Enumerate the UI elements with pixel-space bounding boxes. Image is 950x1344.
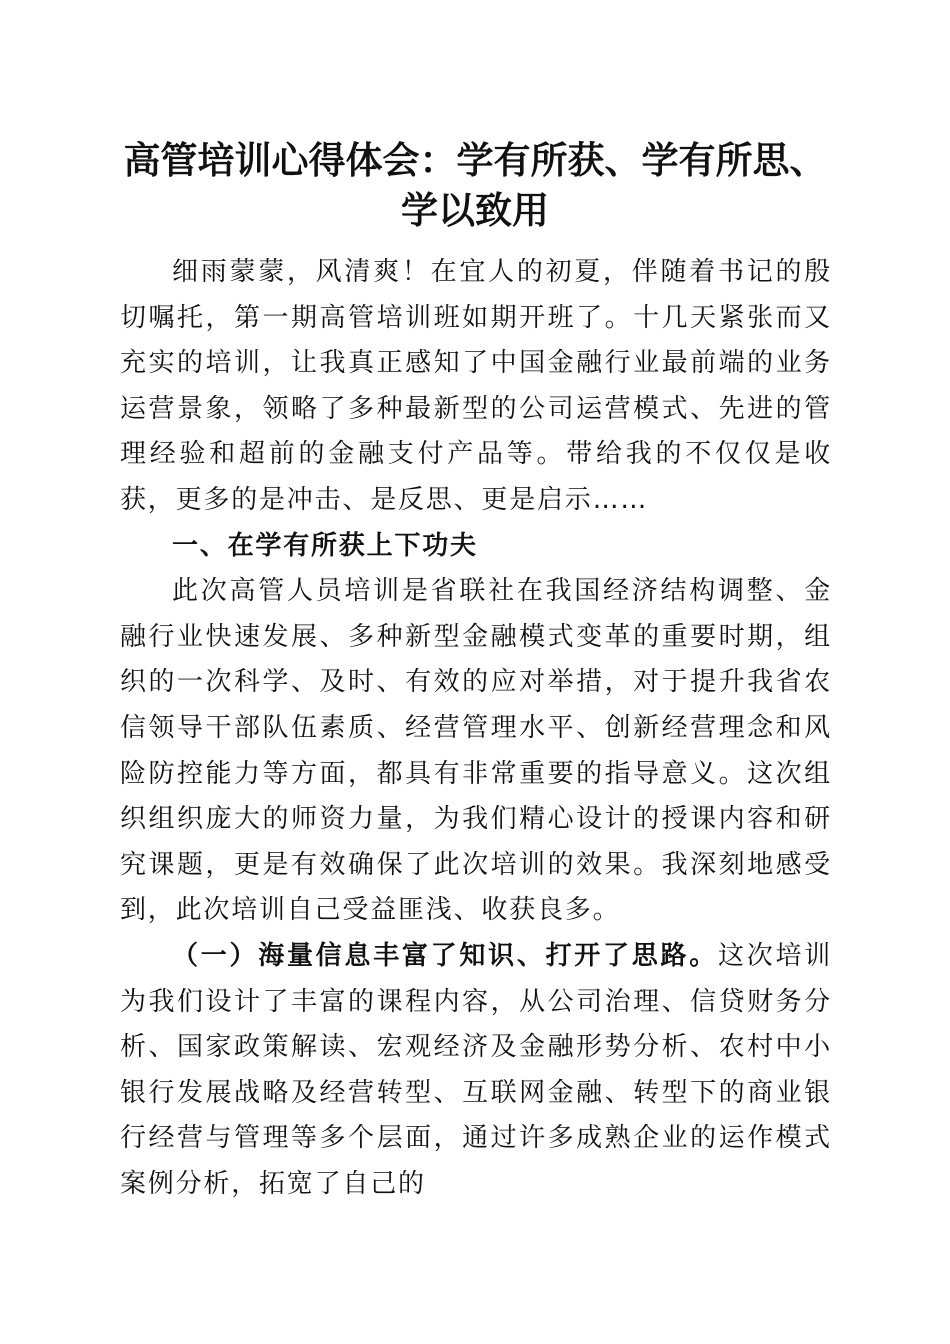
section-heading: 一、在学有所获上下功夫: [172, 530, 478, 561]
document-body: [120, 250, 832, 1207]
intro-paragraph: 细雨蒙蒙，风清爽！在宜人的初夏，伴随着书记的殷切嘱托，第一期高管培训班如期开班了。十几天紧张而又充实的培训，让我真正感知了中国金融行业最前端的业务运营景象，领略了多种最新型的公司运营模式、先进的管理经验和超前的金融支付产品等。带给我的不仅仅是收获，更多的是冲击、是反思、更是启示……: [120, 257, 832, 515]
page-title: 高管培训心得体会：学有所获、学有所思、学以致用: [123, 138, 827, 232]
point-paragraph: [120, 934, 832, 1208]
section-paragraph: 此次高管人员培训是省联社在我国经济结构调整、金融行业快速发展、多种新型金融模式变革的重要时期，组织的一次科学、及时、有效的应对举措，对于提升我省农信领导干部队伍素质、经营管理水平、创新经营理念和风险防控能力等方面，都具有非常重要的指导意义。这次组织组织庞大的师资力量，为我们精心设计的授课内容和研究课题，更是有效确保了此次培训的效果。我深刻地感受到，此次培训自己受益匪浅、收获良多。: [120, 576, 832, 926]
point-heading: （一）海量信息丰富了知识、打开了思路。: [172, 940, 718, 971]
point-body: 这次培训为我们设计了丰富的课程内容，从公司治理、信贷财务分析、国家政策解读、宏观经济及金融形势分析、农村中小银行发展战略及经营转型、互联网金融、转型下的商业银行经营与管理等多个层面，通过许多成熟企业的运作模式案例分析，拓宽了自己的: [120, 940, 833, 1199]
